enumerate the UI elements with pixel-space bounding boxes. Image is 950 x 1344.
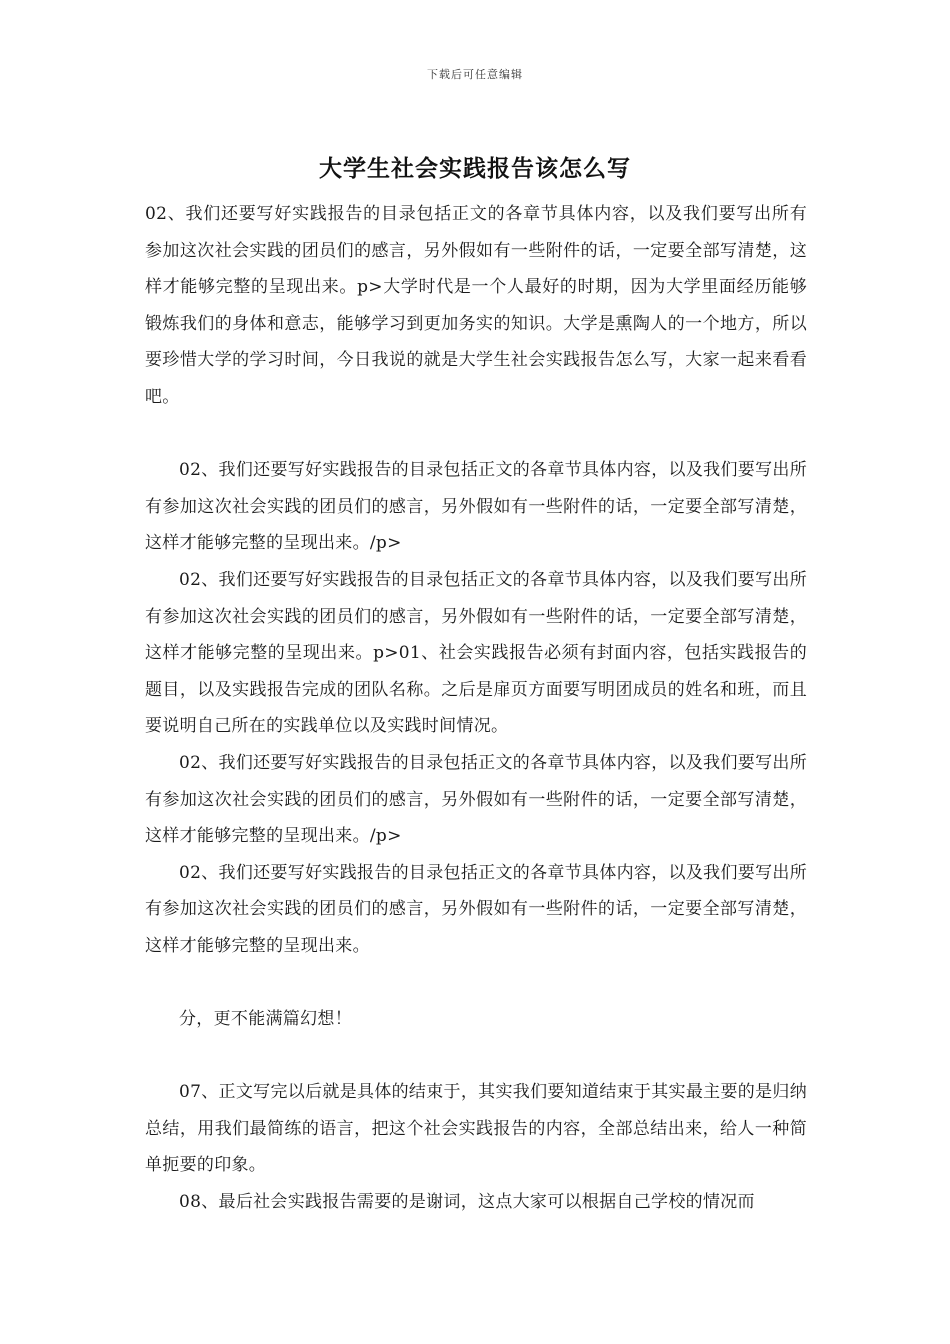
document-body bbox=[145, 196, 807, 1221]
paragraph-gap bbox=[145, 1038, 807, 1075]
paragraph-gap bbox=[145, 416, 807, 453]
paragraph-4: 02、我们还要写好实践报告的目录包括正文的各章节具体内容，以及我们要写出所有参加这次社会实践的团员们的感言，另外假如有一些附件的话，一定要全部写清楚，这样才能够完整的呈现出来。/p> bbox=[145, 752, 807, 847]
paragraph-8: 08、最后社会实践报告需要的是谢词，这点大家可以根据自己学校的情况而 bbox=[179, 1192, 755, 1213]
paragraph-7: 07、正文写完以后就是具体的结束于，其实我们要知道结束于其实最主要的是归纳总结，用我们最简练的语言，把这个社会实践报告的内容，全部总结出来，给人一种简单扼要的印象。 bbox=[145, 1082, 807, 1176]
paragraph-5: 02、我们还要写好实践报告的目录包括正文的各章节具体内容，以及我们要写出所有参加这次社会实践的团员们的感言，另外假如有一些附件的话，一定要全部写清楚，这样才能够完整的呈现出来。 bbox=[145, 862, 807, 956]
paragraph-6: 分，更不能满篇幻想！ bbox=[179, 1009, 352, 1030]
paragraph-gap bbox=[145, 964, 807, 1001]
paragraph-2: 02、我们还要写好实践报告的目录包括正文的各章节具体内容，以及我们要写出所有参加这次社会实践的团员们的感言，另外假如有一些附件的话，一定要全部写清楚，这样才能够完整的呈现出来。/p> bbox=[145, 460, 807, 554]
header-note: 下载后可任意编辑 bbox=[427, 68, 523, 81]
paragraph-intro: 02、我们还要写好实践报告的目录包括正文的各章节具体内容，以及我们要写出所有参加这次社会实践的团员们的感言，另外假如有一些附件的话，一定要全部写清楚，这样才能够完整的呈现出来。p>大学时代是一个人最好的时期，因为大学里面经历能够锻炼我们的身体和意志，能够学习到更加务实的知识。大学是熏陶人的一个地方，所以要珍惜大学的学习时间，今日我说的就是大学生社会实践报告怎么写，大家一起来看看吧。 bbox=[145, 204, 807, 407]
document-title: 大学生社会实践报告该怎么写 bbox=[319, 155, 631, 182]
paragraph-3: 02、我们还要写好实践报告的目录包括正文的各章节具体内容，以及我们要写出所有参加这次社会实践的团员们的感言，另外假如有一些附件的话，一定要全部写清楚，这样才能够完整的呈现出来。p>01、社会实践报告必须有封面内容，包括实践报告的题目，以及实践报告完成的团队名称。之后是扉页方面要写明团成员的姓名和班，而且要说明自己所在的实践单位以及实践时间情况。 bbox=[145, 569, 807, 737]
